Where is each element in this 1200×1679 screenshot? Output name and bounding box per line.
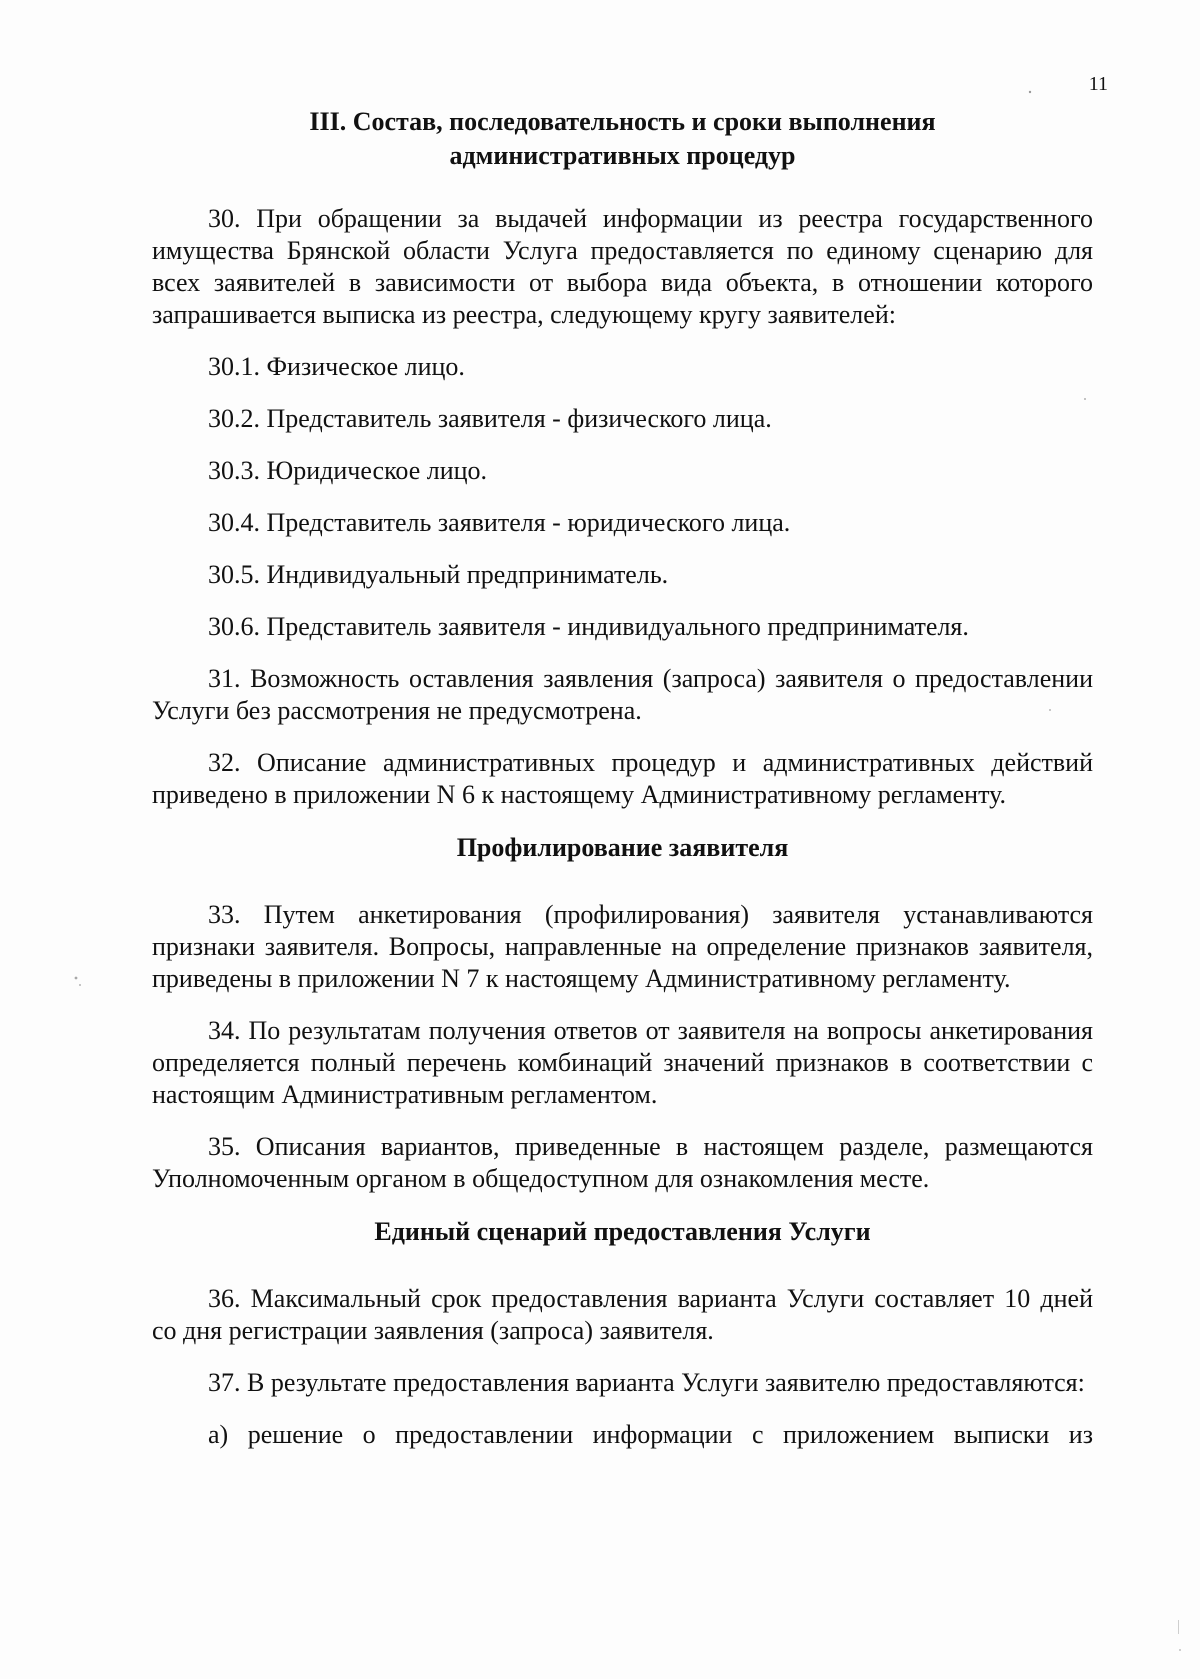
section-title-line-1: III. Состав, последовательность и сроки выполнения [309,107,936,136]
paragraph-37-a: а) решение о предоставлении информации с приложением выписки из [208,1420,1093,1449]
section-title-line-2: административных процедур [449,141,796,170]
paragraph-34: 34. По результатам получения ответов от заявителя на вопросы анкетирования определяется полный перечень комбинаций значений признаков в соответствии с настоящим Административным регламентом. [152,1016,1093,1109]
paragraph-30-1: 30.1. Физическое лицо. [208,352,465,381]
paragraph-35: 35. Описания вариантов, приведенные в настоящем разделе, размещаются Уполномоченным органом в общедоступном для ознакомления месте. [152,1132,1093,1193]
paragraph-32: 32. Описание административных процедур и административных действий приведено в приложении N 6 к настоящему Административному регламенту. [152,748,1093,809]
paragraph-30-2: 30.2. Представитель заявителя - физического лица. [208,404,772,433]
subheading-scenario: Единый сценарий предоставления Услуги [374,1217,871,1246]
paragraph-30-6: 30.6. Представитель заявителя - индивидуального предпринимателя. [208,612,969,641]
paragraph-30-4: 30.4. Представитель заявителя - юридического лица. [208,508,791,537]
page-number: 11 [1088,73,1108,95]
paragraph-31: 31. Возможность оставления заявления (запроса) заявителя о предоставлении Услуги без рассмотрения не предусмотрена. [152,664,1093,725]
paragraph-37: 37. В результате предоставления варианта Услуги заявителю предоставляются: [208,1368,1085,1397]
paragraph-36: 36. Максимальный срок предоставления варианта Услуги составляет 10 дней со дня регистрации заявления (запроса) заявителя. [152,1284,1093,1345]
paragraph-30-3: 30.3. Юридическое лицо. [208,456,488,485]
paragraph-30-5: 30.5. Индивидуальный предприниматель. [208,560,669,589]
section-title [152,105,1093,173]
paragraph-33: 33. Путем анкетирования (профилирования) заявителя устанавливаются признаки заявителя. Вопросы, направленные на определение признаков заявителя, приведены в приложении N 7 к настоящему Административному регламенту. [152,900,1093,993]
subheading-profile: Профилирование заявителя [456,833,789,862]
paragraph-30: 30. При обращении за выдачей информации из реестра государственного имущества Брянской области Услуга предоставляется по единому сценарию для всех заявителей в зависимости от выбора вида объекта, в отношении которого запрашивается выписка из реестра, следующему кругу заявителей: [152,204,1093,329]
page-content [152,105,1093,1471]
